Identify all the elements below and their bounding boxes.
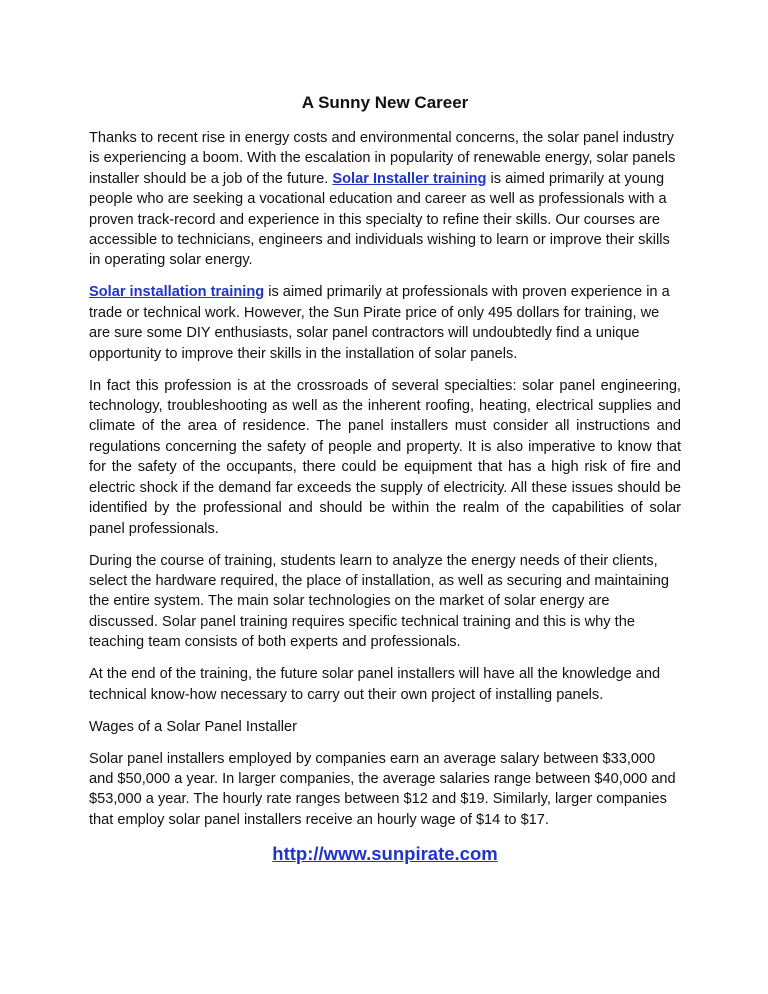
paragraph-wages: Solar panel installers employed by companies earn an average salary between $33,000 and $50,000 a year. In larger companies, the average salaries range between $40,000 and $53,000 a year. The hourly rate ranges between $12 and $19. Similarly, larger companies that employ solar panel installers receive an hourly wage of $14 to $17. <box>89 750 676 828</box>
document-title: A Sunny New Career <box>301 93 469 112</box>
wages-subheading: Wages of a Solar Panel Installer <box>89 718 297 735</box>
solar-installer-training-link[interactable]: Solar Installer training <box>332 170 487 187</box>
paragraph-installation-training-text: is aimed primarily at professionals with proven experience in a trade or technical work. However, the Sun Pirate price of only 495 dollars for training, we are sure some DIY enthusiasts, solar panel contractors will undoubtedly find a unique opportunity to improve their skills in the installation of solar panels. <box>89 284 670 362</box>
paragraph-installation-training <box>89 282 681 364</box>
paragraph-end-of-training: At the end of the training, the future solar panel installers will have all the knowledge and technical know-how necessary to carry out their own project of installing panels. <box>89 666 661 703</box>
paragraph-profession: In fact this profession is at the crossroads of several specialties: solar panel engineering, technology, troubleshooting as well as the inherent roofing, heating, electrical supplies and climate of the area of residence. The panel installers must consider all instructions and regulations concerning the safety of people and property. It is also imperative to know that for the safety of the occupants, there could be equipment that has a high risk of fire and electric shock if the demand far exceeds the supply of electricity. All these issues should be identified by the professional and should be within the realm of the capabilities of solar panel professionals. <box>89 377 681 537</box>
document-body <box>89 92 681 866</box>
solar-installation-training-link[interactable]: Solar installation training <box>89 284 265 301</box>
paragraph-intro-text-before: Thanks to recent rise in energy costs and environmental concerns, the solar panel industry is experiencing a boom. With the escalation in popularity of renewable energy, solar panels installer should be a job of the future. <box>89 130 676 187</box>
paragraph-intro-text-after: is aimed primarily at young people who are seeking a vocational education and career as well as professionals with a proven track-record and experience in this specialty to refine their skills. Our courses are accessible to technicians, engineers and individuals wishing to learn or improve their skills in operating solar energy. <box>89 170 670 269</box>
paragraph-intro <box>89 128 681 271</box>
sunpirate-website-link[interactable]: http://www.sunpirate.com <box>272 842 498 864</box>
footer <box>89 842 681 866</box>
paragraph-course: During the course of training, students learn to analyze the energy needs of their clients, select the hardware required, the place of installation, as well as securing and maintaining the entire system. The main solar technologies on the market of solar energy are discussed. Solar panel training requires specific technical training and this is why the teaching team consists of both experts and professionals. <box>89 552 670 651</box>
